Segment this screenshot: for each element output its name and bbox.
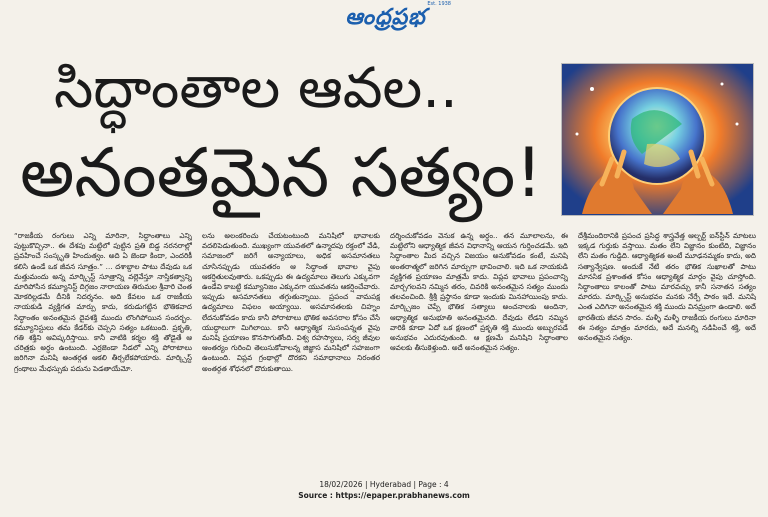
article-body <box>14 231 756 471</box>
logo-tagline: Est. 1938 <box>427 1 451 7</box>
headline-line-1: సిద్ధాంతాల ఆవల.. <box>54 56 458 121</box>
masthead <box>0 0 768 44</box>
column-4-text: దేశ్రీమందిరానికి ప్రపంచ ప్రసిద్ధ శాస్త్రవేత్త ఆల్బర్ట్ ఐన్‌స్టీన్ మాటలు ఇక్కడ గుర్తుకు వస్తాయి. మతం లేని విజ్ఞానం కుంటిది, విజ్ఞానం లేని మతం గుడ్డిది. ఆధ్యాత్మికత అంటే మూఢనమ్మకం కాదు, అది సత్యాన్వేషణ. అందుకే నేటి తరం భౌతిక సుఖాలతో పాటు మానసిక ప్రశాంతత కోసం ఆధ్యాత్మిక మార్గం వైపు చూస్తోంది. సిద్ధాంతాలు కాలంతో పాటు మారవచ్చు కానీ సనాతన సత్యం మారదు. మార్క్సిస్ట్ అనుభవం మనకు నేర్పే పాఠం ఇదే. మనిషి ఎంత ఎదిగినా అనంతమైన శక్తి ముందు వినమ్రంగా ఉండాలి. అదే భారతీయ జీవన సారం. మళ్ళీ మళ్ళీ రాజకీయ రంగులు మారినా ఈ సత్యం మాత్రం మారదు, అదే మనల్ని నడిపించే శక్తి, అదే అనంతమైన సత్యం. <box>578 231 756 343</box>
column-3-text: దర్శించుకోవడం వెనుక ఉన్న అర్థం.. తన మూలాలను, ఈ మట్టిలోని ఆధ్యాత్మిక జీవన విధానాన్ని ఆయన గుర్తించడమే. ఇది సిద్ధాంతాల మీద వచ్చిన విజయం అనుకోవడం కంటే, మనిషి అంతరాత్మలో జరిగిన మార్పుగా భావించాలి. ఇది ఒక నాయకుడి వ్యక్తిగత ప్రయాణం మాత్రమే కాదు. విప్లవ భావాలు ప్రపంచాన్ని మార్చగలవని నమ్మిన తరం, చివరికి అనంతమైన సత్యం ముందు తలవంచింది. శ్రీశ్రీ ప్రస్థానం కూడా ఇందుకు మినహాయింపు కాదు. మార్క్సిజం చెప్పే భౌతిక సత్యాలు అంచనాలకు అందినా, ఆధ్యాత్మిక అనుభూతి అనంతమైనది. దేవుడు లేడని నమ్మిన వారికి కూడా ఏదో ఒక క్షణంలో ప్రకృతి శక్తి ముందు అబ్బురపడే అనుభవం ఎదురవుతుంది. ఆ క్షణమే మనిషిని సిద్ధాంతాల ఆవలకు తీసుకెళ్తుంది. అదే అనంతమైన సత్యం. <box>390 231 568 353</box>
article-column-2 <box>202 231 380 471</box>
column-2-text: లను అలంకరించు చేయటంటుంది మనిషిలో భావాలకు వదలిపెడుతుంది. ముఖ్యంగా యువతలో ఉన్మాదపు రక్తంలో వేడి, సమాజంలో జరిగే అన్యాయాలు, అధిక అసమానతలు చూసినప్పుడు యువతరం ఆ సిద్ధాంత భావాల వైపు ఆకర్షితులవుతారు. ఒకప్పుడు ఈ ఉద్యమాలు తెలుగు ఎక్కువగా ఉండేవి కాబట్టి కమ్యూనిజం ఎక్కువగా యువతను ఆకర్షించేవారు. ఇప్పుడు అసమానతలు తగ్గుతున్నాయి. ప్రపంచ వామపక్ష ఉద్యమాలు విఫలం అయ్యాయి. అసమానతలకు చిహ్నం లేదనుకోవడం కాదు కానీ పోరాటాలు భౌతిక అవసరాల కోసం చేసే యుద్ధాలుగా మిగిలాయి. కానీ ఆధ్యాత్మిక సుసంపన్నత వైపు మనిషి ప్రయాణం కొనసాగుతోంది. విశ్వ రహస్యాలు, సర్వ జీవుల ఆంతర్యం గురించి తెలుసుకోవాలన్న జిజ్ఞాస మనిషిలో సహజంగా ఉంటుంది. విప్లవ గ్రంథాల్లో దొరకని సమాధానాలు నిరంతర అంతర్గత శోధనలో దొరుకుతాయి. <box>202 231 380 373</box>
article-column-1 <box>14 231 192 471</box>
dateline: 18/02/2026 | Hyderabad | Page : 4 <box>319 480 449 489</box>
article-column-3 <box>390 231 568 471</box>
newspaper-logo <box>318 1 453 36</box>
article-illustration <box>561 63 754 216</box>
headline-line-2: అనంతమైన సత్యం! <box>20 134 543 213</box>
page-footer <box>0 479 768 501</box>
cosmic-hands-illustration <box>562 64 753 215</box>
article-column-4 <box>578 231 756 471</box>
column-1-text: “రాజకీయ రంగులు ఎన్ని మారినా, సిద్ధాంతాలు ఎన్ని పుట్టుకొచ్చినా.. ఈ దేశపు మట్టిలో పుట్టిన ప్రతి బిడ్డ నరనరాల్లో ప్రవహించే సంస్కృతి హిందుత్వం. అది ఏ జెండా కిందా, ఎందరికీ కలిసి ఉండే ఒక జీవన సూత్రం.” ... దశాబ్దాల పాటు దేవుడు ఒక మత్తుమందు అన్న మార్క్సిస్ట్ సూత్రాన్ని వల్లెవేస్తూ నాస్తికత్వాన్ని మారిపోసిన కమ్యూనిస్ట్ దిగ్గజం నారాయణ తిరుమల శ్రీవారి చెంత మోకరిల్లడమే దీనికి నిదర్శనం. అది కేవలం ఒక రాజకీయ నాయకుడి వ్యక్తిగత మార్పు కాదు, కరుడుగట్టిన భౌతికవాద సిద్ధాంతం అనంతమైన దైవశక్తి ముందు లొంగిపోయిన సందర్భం. కమ్యూనిస్టులు తమ కేడర్‌కు చెప్పని సత్యం ఒకటుంది. ప్రకృతి, గతి శక్తిని ఆవిష్కరిస్తాయి. కానీ వాటికి కర్మల శక్తి తోడైతే ఆ చరిత్రకు అర్థం ఉంటుంది. ఎర్రజెండా నీడలో ఎన్ని పోరాటాలు జరిగినా మనిషి అంతర్గత ఆకలి తీర్చలేకపోయారు. మార్క్సిస్ట్ గ్రంథాలు మేధస్సుకు పదును పెడతాయేమో. <box>14 231 192 373</box>
logo-text: ఆంధ్రప్రభ <box>345 5 426 30</box>
source-link[interactable]: Source : https://epaper.prabhanews.com <box>298 491 470 500</box>
